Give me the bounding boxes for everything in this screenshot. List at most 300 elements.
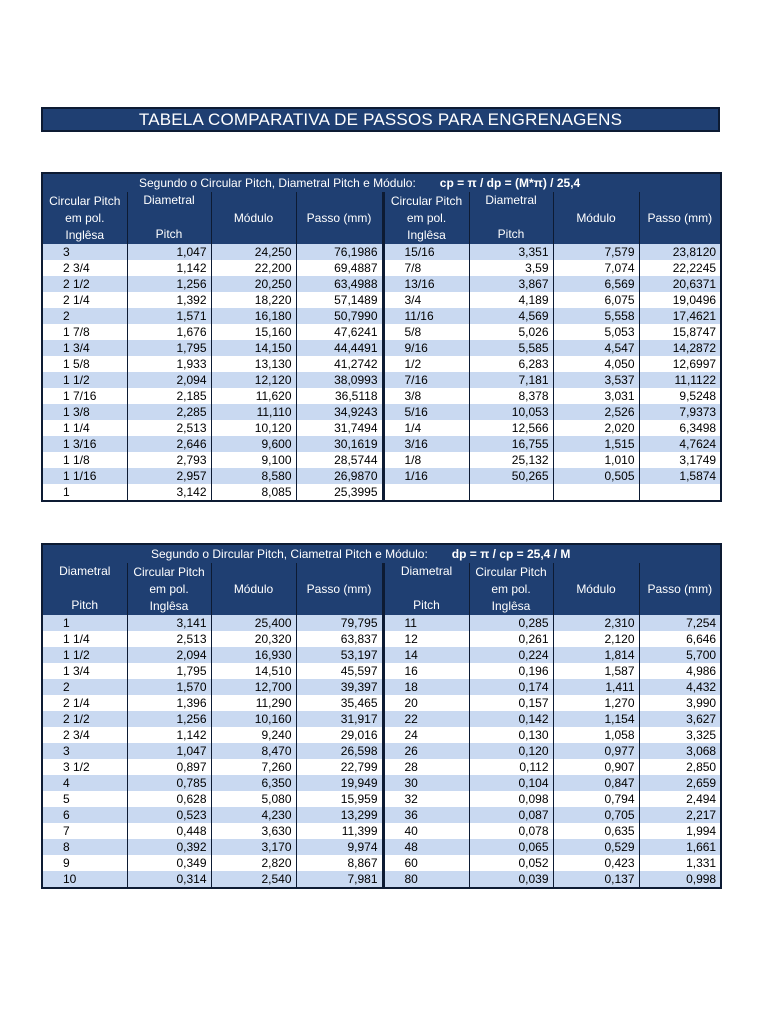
table-cell: 2,094 — [127, 372, 211, 388]
table-cell: 0,505 — [553, 468, 639, 484]
table-cell: 5 — [42, 791, 127, 807]
table-cell: 22 — [383, 711, 469, 727]
table-cell: 15,959 — [296, 791, 383, 807]
table-cell: 40 — [383, 823, 469, 839]
table-cell: 76,1986 — [296, 244, 383, 260]
table-cell: 3,627 — [639, 711, 721, 727]
table-cell: 1 7/16 — [42, 388, 127, 404]
table-cell: 3,325 — [639, 727, 721, 743]
table-row — [42, 468, 721, 484]
table-cell: 9,974 — [296, 839, 383, 855]
table-cell: 12,6997 — [639, 356, 721, 372]
table-cell — [639, 484, 721, 501]
table-cell: 3,990 — [639, 695, 721, 711]
table-cell — [469, 484, 553, 501]
table-cell: 3/4 — [383, 292, 469, 308]
table-cell: 1,142 — [127, 260, 211, 276]
table-cell: 0,052 — [469, 855, 553, 871]
table-cell: 0,977 — [553, 743, 639, 759]
table-caption — [42, 173, 721, 192]
header-diametral-label: Diametral — [400, 564, 453, 578]
table-cell: 12,700 — [211, 679, 296, 695]
table-cell: 7/16 — [383, 372, 469, 388]
table-cell: 1,994 — [639, 823, 721, 839]
table-cell: 0,078 — [469, 823, 553, 839]
table-row — [42, 404, 721, 420]
table-cell: 2,285 — [127, 404, 211, 420]
table-cell: 0,998 — [639, 871, 721, 888]
table-cell: 63,837 — [296, 631, 383, 647]
table-row — [42, 244, 721, 260]
table-cell: 2,513 — [127, 631, 211, 647]
table-cell: 45,597 — [296, 663, 383, 679]
table-cell: 1 3/4 — [42, 340, 127, 356]
table-cell: 1 — [42, 615, 127, 631]
table-cell: 5,585 — [469, 340, 553, 356]
table-cell: 2 3/4 — [42, 260, 127, 276]
table-cell: 26,9870 — [296, 468, 383, 484]
table-cell: 2 — [42, 308, 127, 324]
table-cell: 9,100 — [211, 452, 296, 468]
header-diametral-pitch — [42, 563, 127, 615]
table-cell: 29,016 — [296, 727, 383, 743]
table-cell: 7,254 — [639, 615, 721, 631]
table-cell: 26,598 — [296, 743, 383, 759]
header-pitch-label: Pitch — [155, 227, 183, 241]
table-cell: 22,799 — [296, 759, 383, 775]
table-cell: 39,397 — [296, 679, 383, 695]
table-row — [42, 807, 721, 823]
table-cell: 14,2872 — [639, 340, 721, 356]
table-cell: 22,2245 — [639, 260, 721, 276]
table-cell: 7,181 — [469, 372, 553, 388]
table-cell: 22,200 — [211, 260, 296, 276]
table-cell: 30 — [383, 775, 469, 791]
table-cell: 20 — [383, 695, 469, 711]
table-cell: 4,432 — [639, 679, 721, 695]
table-cell: 3,630 — [211, 823, 296, 839]
table-cell: 14,150 — [211, 340, 296, 356]
table-cell: 16 — [383, 663, 469, 679]
table-cell: 0,314 — [127, 871, 211, 888]
table-cell: 2,494 — [639, 791, 721, 807]
table-cell: 30,1619 — [296, 436, 383, 452]
table-cell: 7,074 — [553, 260, 639, 276]
header-diametral-label: Diametral — [143, 193, 195, 207]
table-cell: 1/2 — [383, 356, 469, 372]
table-cell: 5,080 — [211, 791, 296, 807]
header-modulo: Módulo — [553, 192, 639, 244]
table-cell: 1,256 — [127, 276, 211, 292]
table-cell: 3,170 — [211, 839, 296, 855]
table-cell: 11,620 — [211, 388, 296, 404]
table-cell: 0,349 — [127, 855, 211, 871]
table-cell: 1,571 — [127, 308, 211, 324]
table-cell: 7,981 — [296, 871, 383, 888]
table-cell: 11/16 — [383, 308, 469, 324]
table-cell: 7,9373 — [639, 404, 721, 420]
table-cell: 2,185 — [127, 388, 211, 404]
table-cell: 2 — [42, 679, 127, 695]
table-cell: 0,130 — [469, 727, 553, 743]
table-row — [42, 711, 721, 727]
table-cell: 0,174 — [469, 679, 553, 695]
header-diametral-pitch — [469, 192, 553, 244]
table-row — [42, 695, 721, 711]
table-cell: 8,085 — [211, 484, 296, 501]
table-cell: 0,065 — [469, 839, 553, 855]
table-cell: 4,569 — [469, 308, 553, 324]
table-cell: 5,558 — [553, 308, 639, 324]
table-cell: 0,785 — [127, 775, 211, 791]
table-row — [42, 292, 721, 308]
table-cell: 1 1/8 — [42, 452, 127, 468]
table-cell: 1,933 — [127, 356, 211, 372]
header-modulo: Módulo — [553, 563, 639, 615]
header-modulo: Módulo — [211, 192, 296, 244]
header-pitch-label: Pitch — [71, 598, 99, 612]
table-body — [42, 615, 721, 888]
header-passo: Passo (mm) — [296, 563, 383, 615]
table-row — [42, 791, 721, 807]
table-cell: 0,142 — [469, 711, 553, 727]
table-row — [42, 743, 721, 759]
table-cell: 1,570 — [127, 679, 211, 695]
table-cell: 1,676 — [127, 324, 211, 340]
table-cell: 3,537 — [553, 372, 639, 388]
table-cell: 0,098 — [469, 791, 553, 807]
table-cell: 1,392 — [127, 292, 211, 308]
header-passo: Passo (mm) — [639, 192, 721, 244]
table-row — [42, 775, 721, 791]
table-cell: 3,031 — [553, 388, 639, 404]
table-cell: 2 1/4 — [42, 292, 127, 308]
header-circular-pitch: Circular Pitch em pol. Inglêsa — [127, 563, 211, 615]
table-cell: 48 — [383, 839, 469, 855]
header-pitch-label: Pitch — [497, 227, 525, 241]
table-cell: 2,020 — [553, 420, 639, 436]
table-cell: 25,132 — [469, 452, 553, 468]
table-cell: 5/16 — [383, 404, 469, 420]
table-cell: 2 1/2 — [42, 276, 127, 292]
table-cell: 8,867 — [296, 855, 383, 871]
header-row — [42, 563, 721, 615]
table-row — [42, 855, 721, 871]
table-cell: 2,217 — [639, 807, 721, 823]
table-cell: 0,137 — [553, 871, 639, 888]
table-cell: 6,350 — [211, 775, 296, 791]
table-row — [42, 615, 721, 631]
table-cell: 28 — [383, 759, 469, 775]
table-cell: 16,755 — [469, 436, 553, 452]
table-cell: 8 — [42, 839, 127, 855]
table-cell: 2 1/4 — [42, 695, 127, 711]
table-cell: 0,120 — [469, 743, 553, 759]
table-row — [42, 356, 721, 372]
table-cell: 15,8747 — [639, 324, 721, 340]
table-cell: 2 1/2 — [42, 711, 127, 727]
table-cell: 2,646 — [127, 436, 211, 452]
table-cell: 4,189 — [469, 292, 553, 308]
header-row — [42, 192, 721, 244]
table-cell: 20,320 — [211, 631, 296, 647]
table-cell: 7/8 — [383, 260, 469, 276]
table-row — [42, 871, 721, 888]
table-cell: 2,310 — [553, 615, 639, 631]
table-row — [42, 388, 721, 404]
table-cell: 13,130 — [211, 356, 296, 372]
table-cell: 25,400 — [211, 615, 296, 631]
table-row — [42, 759, 721, 775]
table-row — [42, 324, 721, 340]
header-diametral-pitch — [127, 192, 211, 244]
table-cell: 5/8 — [383, 324, 469, 340]
table-cell: 3,068 — [639, 743, 721, 759]
table-cell: 13/16 — [383, 276, 469, 292]
table-cell: 0,628 — [127, 791, 211, 807]
table-cell: 63,4988 — [296, 276, 383, 292]
table-cell: 9 — [42, 855, 127, 871]
table-cell: 7,260 — [211, 759, 296, 775]
table-cell: 1 3/8 — [42, 404, 127, 420]
table-cell: 6,569 — [553, 276, 639, 292]
table-cell: 17,4621 — [639, 308, 721, 324]
table-cell: 10 — [42, 871, 127, 888]
table-cell: 0,794 — [553, 791, 639, 807]
table-cell: 41,2742 — [296, 356, 383, 372]
formula-text: dp = π / cp = 25,4 / M — [451, 547, 571, 561]
header-pitch-label: Pitch — [413, 598, 440, 612]
table-cell: 2,120 — [553, 631, 639, 647]
table-cell: 1,587 — [553, 663, 639, 679]
table-cell: 1,047 — [127, 743, 211, 759]
table-cell: 3 1/2 — [42, 759, 127, 775]
table-cell: 0,448 — [127, 823, 211, 839]
table-cell: 4,7624 — [639, 436, 721, 452]
table-cell: 1 1/2 — [42, 372, 127, 388]
table-cell: 12 — [383, 631, 469, 647]
table-cell: 8,470 — [211, 743, 296, 759]
table-cell: 36 — [383, 807, 469, 823]
table-cell: 47,6241 — [296, 324, 383, 340]
table-cell: 24,250 — [211, 244, 296, 260]
table-cell: 3,141 — [127, 615, 211, 631]
table-cell: 0,523 — [127, 807, 211, 823]
table-cell: 1 1/2 — [42, 647, 127, 663]
table-cell: 1,814 — [553, 647, 639, 663]
table-cell: 6,646 — [639, 631, 721, 647]
table-cell: 11 — [383, 615, 469, 631]
table-cell — [383, 484, 469, 501]
table-row — [42, 839, 721, 855]
table-cell: 35,465 — [296, 695, 383, 711]
table-cell: 2,850 — [639, 759, 721, 775]
table-cell: 2,526 — [553, 404, 639, 420]
table-cell: 3,1749 — [639, 452, 721, 468]
table-cell: 6,283 — [469, 356, 553, 372]
table-cell: 2,659 — [639, 775, 721, 791]
table-cell: 1 7/8 — [42, 324, 127, 340]
table-cell: 6,3498 — [639, 420, 721, 436]
table-row — [42, 436, 721, 452]
table-cell: 1,396 — [127, 695, 211, 711]
table-cell: 1,256 — [127, 711, 211, 727]
table-row — [42, 823, 721, 839]
table-cell: 11,110 — [211, 404, 296, 420]
table-cell: 2,957 — [127, 468, 211, 484]
table-caption-row — [42, 544, 721, 563]
table-cell: 11,1122 — [639, 372, 721, 388]
table-cell: 1 3/16 — [42, 436, 127, 452]
page-title: TABELA COMPARATIVA DE PASSOS PARA ENGRENAGENS — [41, 107, 720, 132]
table-cell: 4,986 — [639, 663, 721, 679]
diametral-pitch-table — [41, 543, 722, 889]
table-cell: 0,285 — [469, 615, 553, 631]
table-cell: 24 — [383, 727, 469, 743]
table-cell: 0,847 — [553, 775, 639, 791]
table-cell: 50,265 — [469, 468, 553, 484]
table-cell: 14 — [383, 647, 469, 663]
table-cell: 5,026 — [469, 324, 553, 340]
table-cell: 1,047 — [127, 244, 211, 260]
table-cell: 60 — [383, 855, 469, 871]
table-cell: 0,907 — [553, 759, 639, 775]
table-cell: 3,142 — [127, 484, 211, 501]
table-cell: 1,795 — [127, 663, 211, 679]
table-cell: 4 — [42, 775, 127, 791]
header-circular-pitch: Circular Pitch em pol. Inglêsa — [383, 192, 469, 244]
table-cell: 15,160 — [211, 324, 296, 340]
table-row — [42, 631, 721, 647]
table-cell: 9,240 — [211, 727, 296, 743]
table-cell: 69,4887 — [296, 260, 383, 276]
table-cell: 0,196 — [469, 663, 553, 679]
table-caption — [42, 544, 721, 563]
caption-text: Segundo o Dircular Pitch, Ciametral Pitch e Módulo: — [151, 547, 428, 561]
table-cell: 10,120 — [211, 420, 296, 436]
table-cell: 0,423 — [553, 855, 639, 871]
table-cell: 1,270 — [553, 695, 639, 711]
table-cell: 1,154 — [553, 711, 639, 727]
table-cell: 7,579 — [553, 244, 639, 260]
table-cell: 0,224 — [469, 647, 553, 663]
table-cell: 20,250 — [211, 276, 296, 292]
table-cell: 4,230 — [211, 807, 296, 823]
table-cell: 0,087 — [469, 807, 553, 823]
table-cell: 14,510 — [211, 663, 296, 679]
table-cell: 1 1/16 — [42, 468, 127, 484]
table-cell: 57,1489 — [296, 292, 383, 308]
table-row — [42, 372, 721, 388]
header-circular-pitch: Circular Pitch em pol. Inglêsa — [469, 563, 553, 615]
table-cell: 50,7990 — [296, 308, 383, 324]
table-cell: 9,600 — [211, 436, 296, 452]
table-cell: 0,635 — [553, 823, 639, 839]
table-cell: 7 — [42, 823, 127, 839]
table-cell: 2,513 — [127, 420, 211, 436]
table-cell: 19,949 — [296, 775, 383, 791]
table-cell: 11,399 — [296, 823, 383, 839]
table-cell: 1,515 — [553, 436, 639, 452]
header-modulo: Módulo — [211, 563, 296, 615]
table-row — [42, 679, 721, 695]
table-cell: 6,075 — [553, 292, 639, 308]
table-cell: 1,411 — [553, 679, 639, 695]
table-cell: 1,010 — [553, 452, 639, 468]
table-cell: 15/16 — [383, 244, 469, 260]
table-caption-row — [42, 173, 721, 192]
table-cell: 9/16 — [383, 340, 469, 356]
table-row — [42, 484, 721, 501]
table-cell: 4,547 — [553, 340, 639, 356]
table-cell: 28,5744 — [296, 452, 383, 468]
table-cell: 0,112 — [469, 759, 553, 775]
table-cell: 0,157 — [469, 695, 553, 711]
table-cell: 3 — [42, 244, 127, 260]
table-cell: 16,180 — [211, 308, 296, 324]
table-cell: 2,540 — [211, 871, 296, 888]
table-cell: 32 — [383, 791, 469, 807]
table-cell: 13,299 — [296, 807, 383, 823]
header-diametral-label: Diametral — [485, 193, 537, 207]
table-cell: 79,795 — [296, 615, 383, 631]
table-cell: 2,094 — [127, 647, 211, 663]
table-row — [42, 647, 721, 663]
table-row — [42, 340, 721, 356]
table-cell: 3 — [42, 743, 127, 759]
table-cell: 38,0993 — [296, 372, 383, 388]
caption-text: Segundo o Circular Pitch, Diametral Pitch e Módulo: — [139, 176, 416, 190]
formula-text: cp = π / dp = (M*π) / 25,4 — [439, 176, 581, 190]
table-cell: 8,580 — [211, 468, 296, 484]
table-cell: 12,120 — [211, 372, 296, 388]
table-cell: 0,104 — [469, 775, 553, 791]
table-cell: 0,705 — [553, 807, 639, 823]
table-row — [42, 276, 721, 292]
table-cell: 1 — [42, 484, 127, 501]
table-cell: 1,142 — [127, 727, 211, 743]
table-cell: 80 — [383, 871, 469, 888]
table-cell: 3/8 — [383, 388, 469, 404]
table-cell: 0,039 — [469, 871, 553, 888]
table-cell: 26 — [383, 743, 469, 759]
table-cell: 2,820 — [211, 855, 296, 871]
header-diametral-label: Diametral — [59, 564, 111, 578]
table-row — [42, 727, 721, 743]
header-circular-pitch: Circular Pitch em pol. Inglêsa — [42, 192, 127, 244]
table-cell: 1/16 — [383, 468, 469, 484]
table-cell: 6 — [42, 807, 127, 823]
table-body — [42, 244, 721, 501]
table-cell: 1/8 — [383, 452, 469, 468]
table-cell: 0,392 — [127, 839, 211, 855]
table-cell: 53,197 — [296, 647, 383, 663]
table-cell: 9,5248 — [639, 388, 721, 404]
table-cell: 44,4491 — [296, 340, 383, 356]
table-cell: 18,220 — [211, 292, 296, 308]
table-row — [42, 308, 721, 324]
table-cell: 1 5/8 — [42, 356, 127, 372]
table-cell: 10,160 — [211, 711, 296, 727]
table-cell: 1,661 — [639, 839, 721, 855]
table-cell: 2,793 — [127, 452, 211, 468]
table-cell: 10,053 — [469, 404, 553, 420]
table-cell: 3/16 — [383, 436, 469, 452]
table-cell: 1,058 — [553, 727, 639, 743]
table-row — [42, 260, 721, 276]
table-cell: 16,930 — [211, 647, 296, 663]
table-cell: 4,050 — [553, 356, 639, 372]
